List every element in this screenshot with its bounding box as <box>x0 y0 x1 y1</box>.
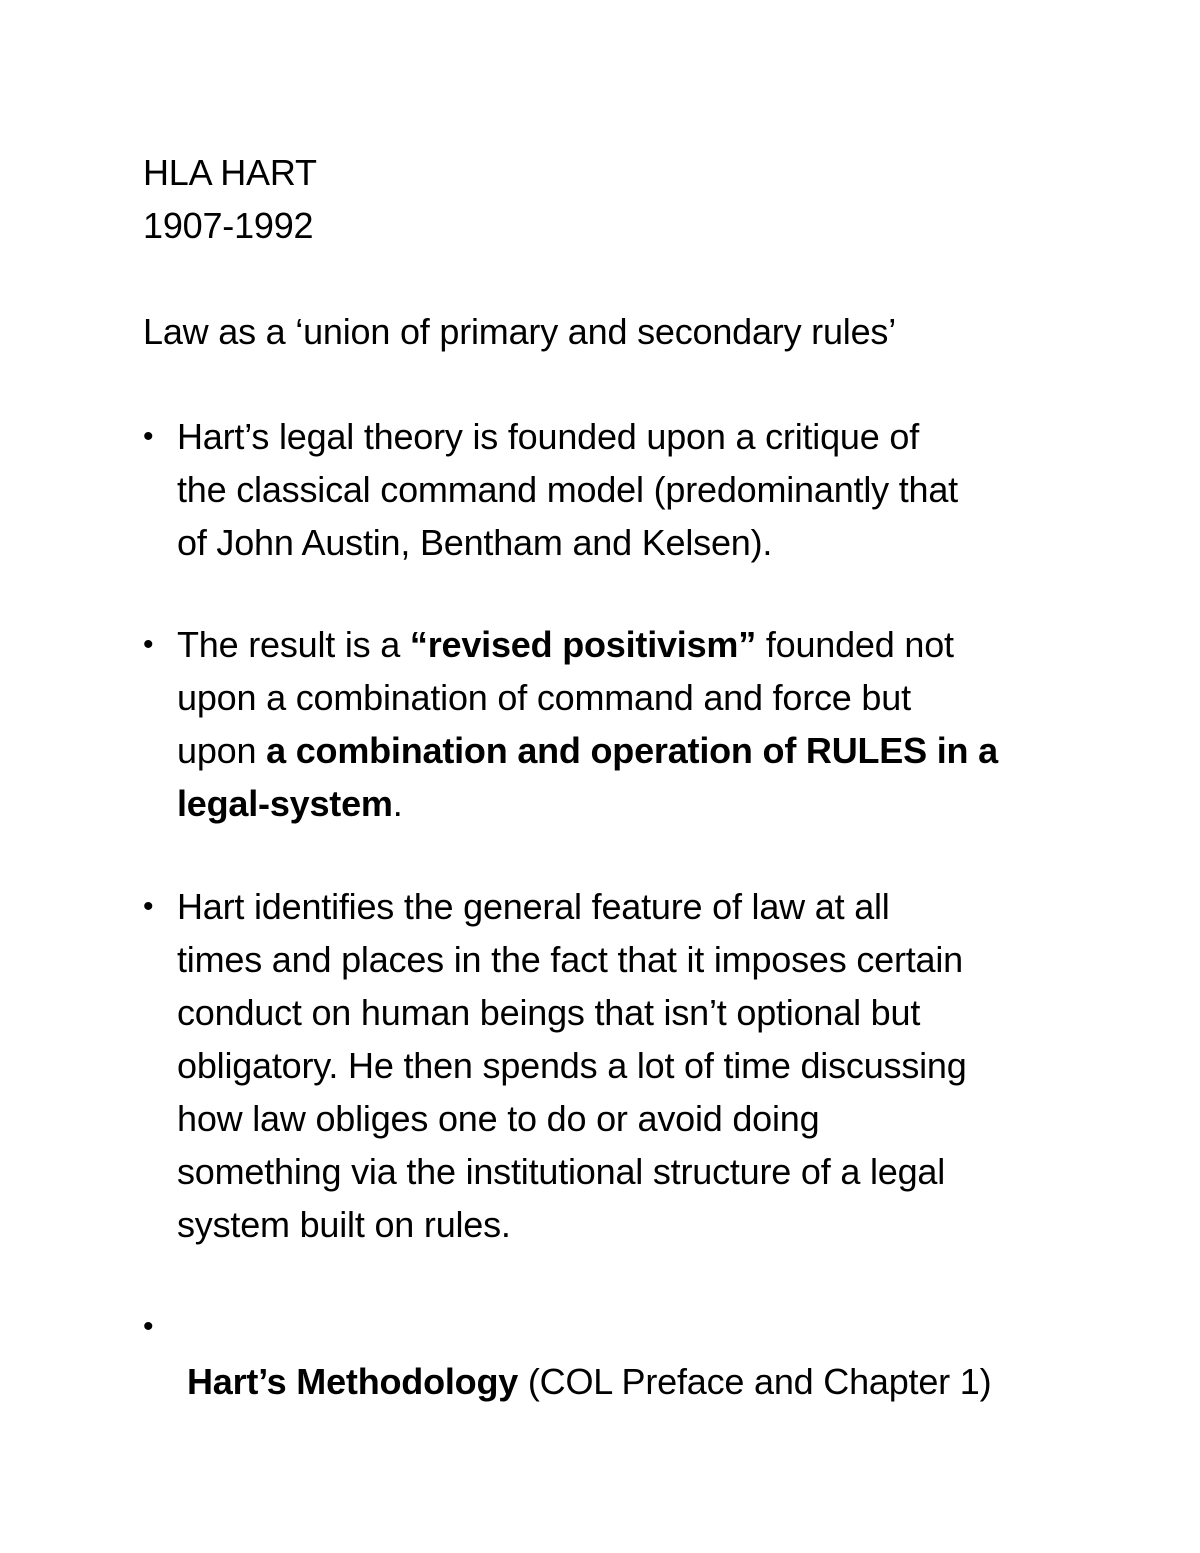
bullet-marker: • <box>143 420 154 453</box>
bullet-1-line-3: of John Austin, Bentham and Kelsen). <box>177 522 773 563</box>
section-subtitle: Law as a ‘union of primary and secondary rules’ <box>143 311 896 352</box>
bullet-marker: • <box>143 890 154 923</box>
bullet-item-2 <box>177 618 1077 830</box>
bullet-item-1 <box>177 410 1077 569</box>
bullet-3-line-6: something via the institutional structure of a legal <box>177 1151 946 1192</box>
bullet-3-line-7: system built on rules. <box>177 1204 511 1245</box>
text-run: upon <box>177 730 267 771</box>
author-name: HLA HART <box>143 152 317 193</box>
text-run: founded not <box>756 624 954 665</box>
author-years: 1907-1992 <box>143 205 314 246</box>
bullet-marker-empty: • <box>143 1310 154 1343</box>
bold-text-run: a combination and operation of RULES in a <box>266 730 998 771</box>
bold-text-run: legal-system <box>177 783 393 824</box>
methodology-heading <box>187 1355 991 1408</box>
bullet-3-line-2: times and places in the fact that it imposes certain <box>177 939 963 980</box>
bullet-3-line-1: Hart identifies the general feature of law at all <box>177 886 890 927</box>
text-run: The result is a <box>177 624 410 665</box>
bullet-item-3 <box>177 880 1077 1251</box>
bullet-1-line-1: Hart’s legal theory is founded upon a critique of <box>177 416 919 457</box>
methodology-title: Hart’s Methodology <box>187 1361 519 1402</box>
bullet-3-line-4: obligatory. He then spends a lot of time discussing <box>177 1045 967 1086</box>
bullet-1-line-2: the classical command model (predominantly that <box>177 469 958 510</box>
methodology-reference: (COL Preface and Chapter 1) <box>518 1361 992 1402</box>
bullet-2-line-1 <box>177 618 1077 671</box>
bold-text-run: “revised positivism” <box>409 624 757 665</box>
bullet-2-line-2: upon a combination of command and force but <box>177 677 911 718</box>
bullet-2-line-3 <box>177 724 1077 777</box>
bullet-3-line-3: conduct on human beings that isn’t optional but <box>177 992 921 1033</box>
bullet-marker: • <box>143 628 154 661</box>
bullet-2-line-4 <box>177 777 1077 830</box>
bullet-3-line-5: how law obliges one to do or avoid doing <box>177 1098 820 1139</box>
text-run: . <box>392 783 403 824</box>
